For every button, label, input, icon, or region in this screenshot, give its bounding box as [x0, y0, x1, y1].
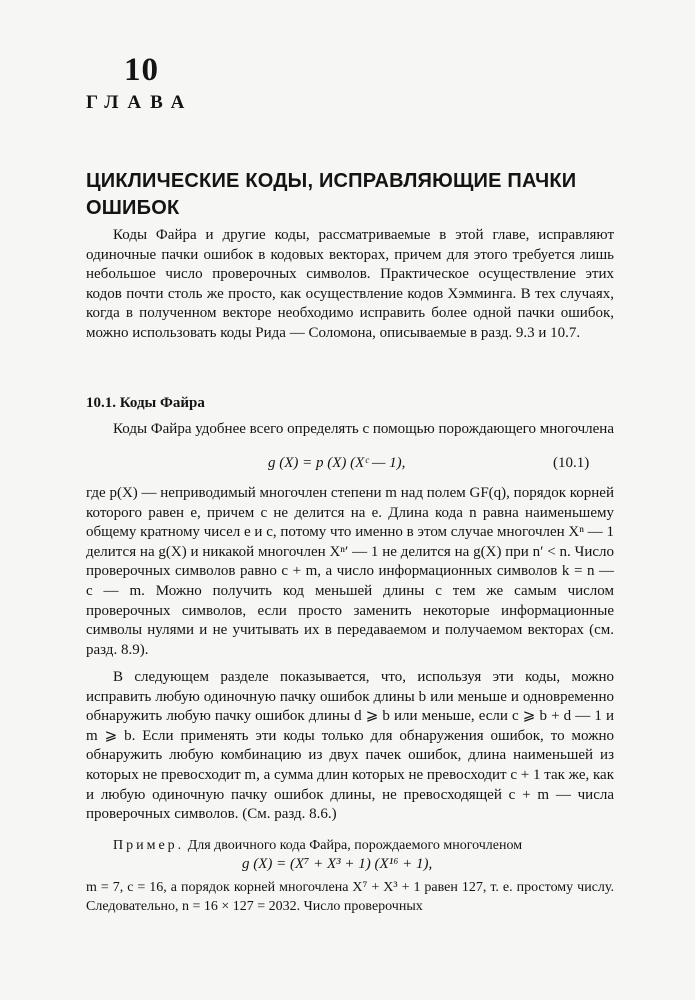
intro-paragraph: Коды Файра и другие коды, рассматриваемые в этой главе, исправляют одиночные пачки ошибок в кодовых векторах, причем для этого требуется лишь небольшое число проверочных символов. Практическое осуществление этих кодов почти столь же просто, как осуществление кодов Хэмминга. В тех случаях, когда в полученном векторе необходимо исправить более одной пачки ошибок, можно использовать коды Рида — Соломона, описываемые в разд. 9.3 и 10.7.: [86, 227, 614, 341]
formula-10-1: g (X) = p (X) (Xᶜ — 1),: [268, 455, 406, 471]
example-line: [113, 836, 613, 855]
chapter-title: ЦИКЛИЧЕСКИЕ КОДЫ, ИСПРАВЛЯЮЩИЕ ПАЧКИ ОШИБОК: [86, 170, 577, 219]
formula-example: g (X) = (X⁷ + X³ + 1) (X¹⁶ + 1),: [242, 856, 433, 872]
chapter-number: 10: [124, 52, 159, 88]
section-paragraph-3: В следующем разделе показывается, что, используя эти коды, можно исправить любую одиночную пачку ошибок длины b или меньше и одновременно обнаружить любую пачку ошибок длины d ⩾ b или меньше, если c ⩾ b + d — 1 и m ⩾ b. Если применять эти коды только для обнаружения ошибок, то можно обнаружить любую комбинацию из двух пачек ошибок, длина наименьшей из которых не превосходит m, а сумма длин которых не превосходит c + 1 так же, как и любую одиночную пачку ошибок длины, не превосходящей c + m — числа проверочных символов. (См. разд. 8.6.): [86, 669, 614, 823]
chapter-word: ГЛАВА: [86, 92, 194, 113]
example-label: Пример.: [113, 838, 185, 853]
equation-number: (10.1): [553, 455, 590, 471]
section-paragraph-2: где p(X) — неприводимый многочлен степени m над полем GF(q), порядок корней которого равен e, причем c не делится на e. Длина кода n равна наименьшему общему кратному чисел e и c, потому что именно в этом случае многочлен Xⁿ — 1 делится на g(X) и никакой многочлен Xⁿ′ — 1 не делится на g(X) при n′ < n. Число проверочных символов равно c + m, а число информационных символов k = n — c — m. Можно получить код меньшей длины с тем же самым числом проверочных символов, если просто заменить некоторые информационные символы нулями и не учитывать их в передаваемом и получаемом векторах (см. разд. 8.9).: [86, 485, 614, 658]
example-text: Для двоичного кода Файра, порождаемого многочленом: [187, 838, 523, 853]
section-heading: 10.1. Коды Файра: [86, 395, 205, 411]
section-paragraph-4: m = 7, c = 16, а порядок корней многочлена X⁷ + X³ + 1 равен 127, т. е. простому числу. Следовательно, n = 16 × 127 = 2032. Число проверочных: [86, 880, 614, 914]
section-paragraph-1: Коды Файра удобнее всего определять с помощью порождающего многочлена: [113, 421, 614, 437]
